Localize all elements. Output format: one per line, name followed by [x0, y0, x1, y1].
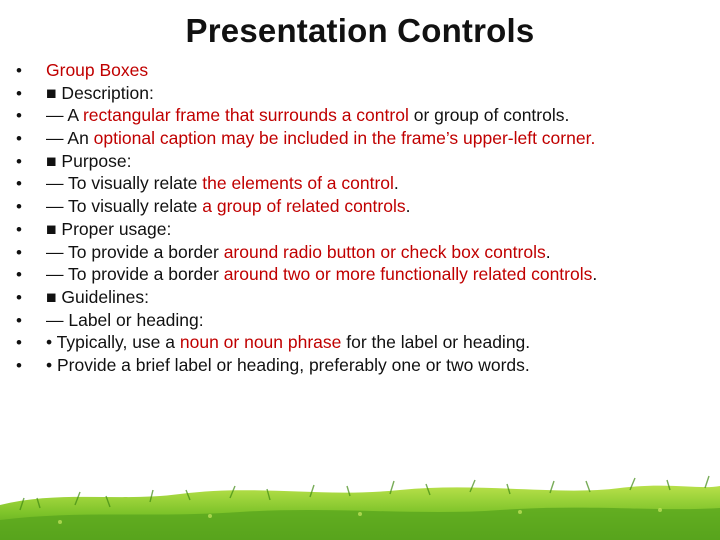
bullet-text: ■ Description:: [46, 82, 154, 103]
bullet-item: [14, 105, 704, 127]
bullet-marker: •: [16, 61, 22, 80]
bullet-text: ■ Guidelines:: [46, 286, 149, 307]
bullet-marker: •: [16, 219, 22, 239]
bullet-text: ■ Proper usage:: [46, 218, 172, 239]
bullet-item: [14, 264, 704, 286]
bullet-text: — To visually relate: [46, 196, 203, 217]
bullet-text: — A: [46, 105, 83, 126]
bullet-text: • Provide a brief label or heading, preferably one or two words.: [46, 354, 530, 375]
bullet-item: [14, 128, 704, 150]
highlighted-text: optional caption may be included in the frame’s upper-left corner.: [93, 128, 596, 149]
bullet-item: [14, 60, 704, 82]
bullet-item: [14, 287, 704, 309]
bullet-item: [14, 242, 704, 264]
bullet-text: — To provide a border: [46, 241, 224, 262]
bullet-item: [14, 83, 704, 105]
bullet-text: .: [405, 196, 411, 217]
bullet-text: — To visually relate: [46, 173, 203, 194]
highlighted-text: around two or more functionally related controls: [223, 264, 593, 285]
bullet-marker: •: [16, 83, 22, 103]
bullet-item: [14, 355, 704, 377]
slide-title: Presentation Controls: [185, 12, 535, 49]
bullet-marker: •: [16, 333, 22, 353]
bullet-marker: •: [16, 151, 22, 171]
bullet-item: [14, 332, 704, 354]
bullet-marker: •: [16, 242, 22, 262]
bullet-marker: •: [16, 355, 22, 375]
bullet-text: .: [592, 264, 598, 285]
bullet-text: for the label or heading.: [341, 332, 531, 353]
bullet-item: [14, 196, 704, 218]
highlighted-text: rectangular frame that surrounds a control: [82, 105, 409, 126]
bullet-marker: •: [16, 129, 22, 149]
bullet-marker: •: [16, 310, 22, 330]
bullet-item: [14, 310, 704, 332]
bullet-list: [14, 60, 704, 378]
highlighted-text: Group Boxes: [46, 60, 149, 80]
bullet-marker: •: [16, 106, 22, 126]
highlighted-text: a group of related controls: [202, 196, 406, 217]
highlighted-text: the elements of a control: [202, 173, 394, 194]
bullet-text: — To provide a border: [46, 264, 224, 285]
highlighted-text: noun or noun phrase: [179, 332, 342, 353]
bullet-text: or group of controls.: [408, 105, 570, 126]
bullet-marker: •: [16, 197, 22, 217]
highlighted-text: around radio button or check box controls: [223, 241, 546, 262]
grass-decoration: [0, 450, 720, 540]
bullet-text: • Typically, use a: [46, 332, 180, 353]
bullet-text: — Label or heading:: [46, 309, 204, 330]
bullet-item: [14, 151, 704, 173]
bullet-item: [14, 173, 704, 195]
bullet-marker: •: [16, 174, 22, 194]
bullet-text: — An: [46, 128, 94, 149]
bullet-item: [14, 219, 704, 241]
bullet-marker: •: [16, 265, 22, 285]
bullet-text: .: [545, 241, 551, 262]
bullet-marker: •: [16, 287, 22, 307]
bullet-text: .: [393, 173, 399, 194]
bullet-text: ■ Purpose:: [46, 150, 132, 171]
